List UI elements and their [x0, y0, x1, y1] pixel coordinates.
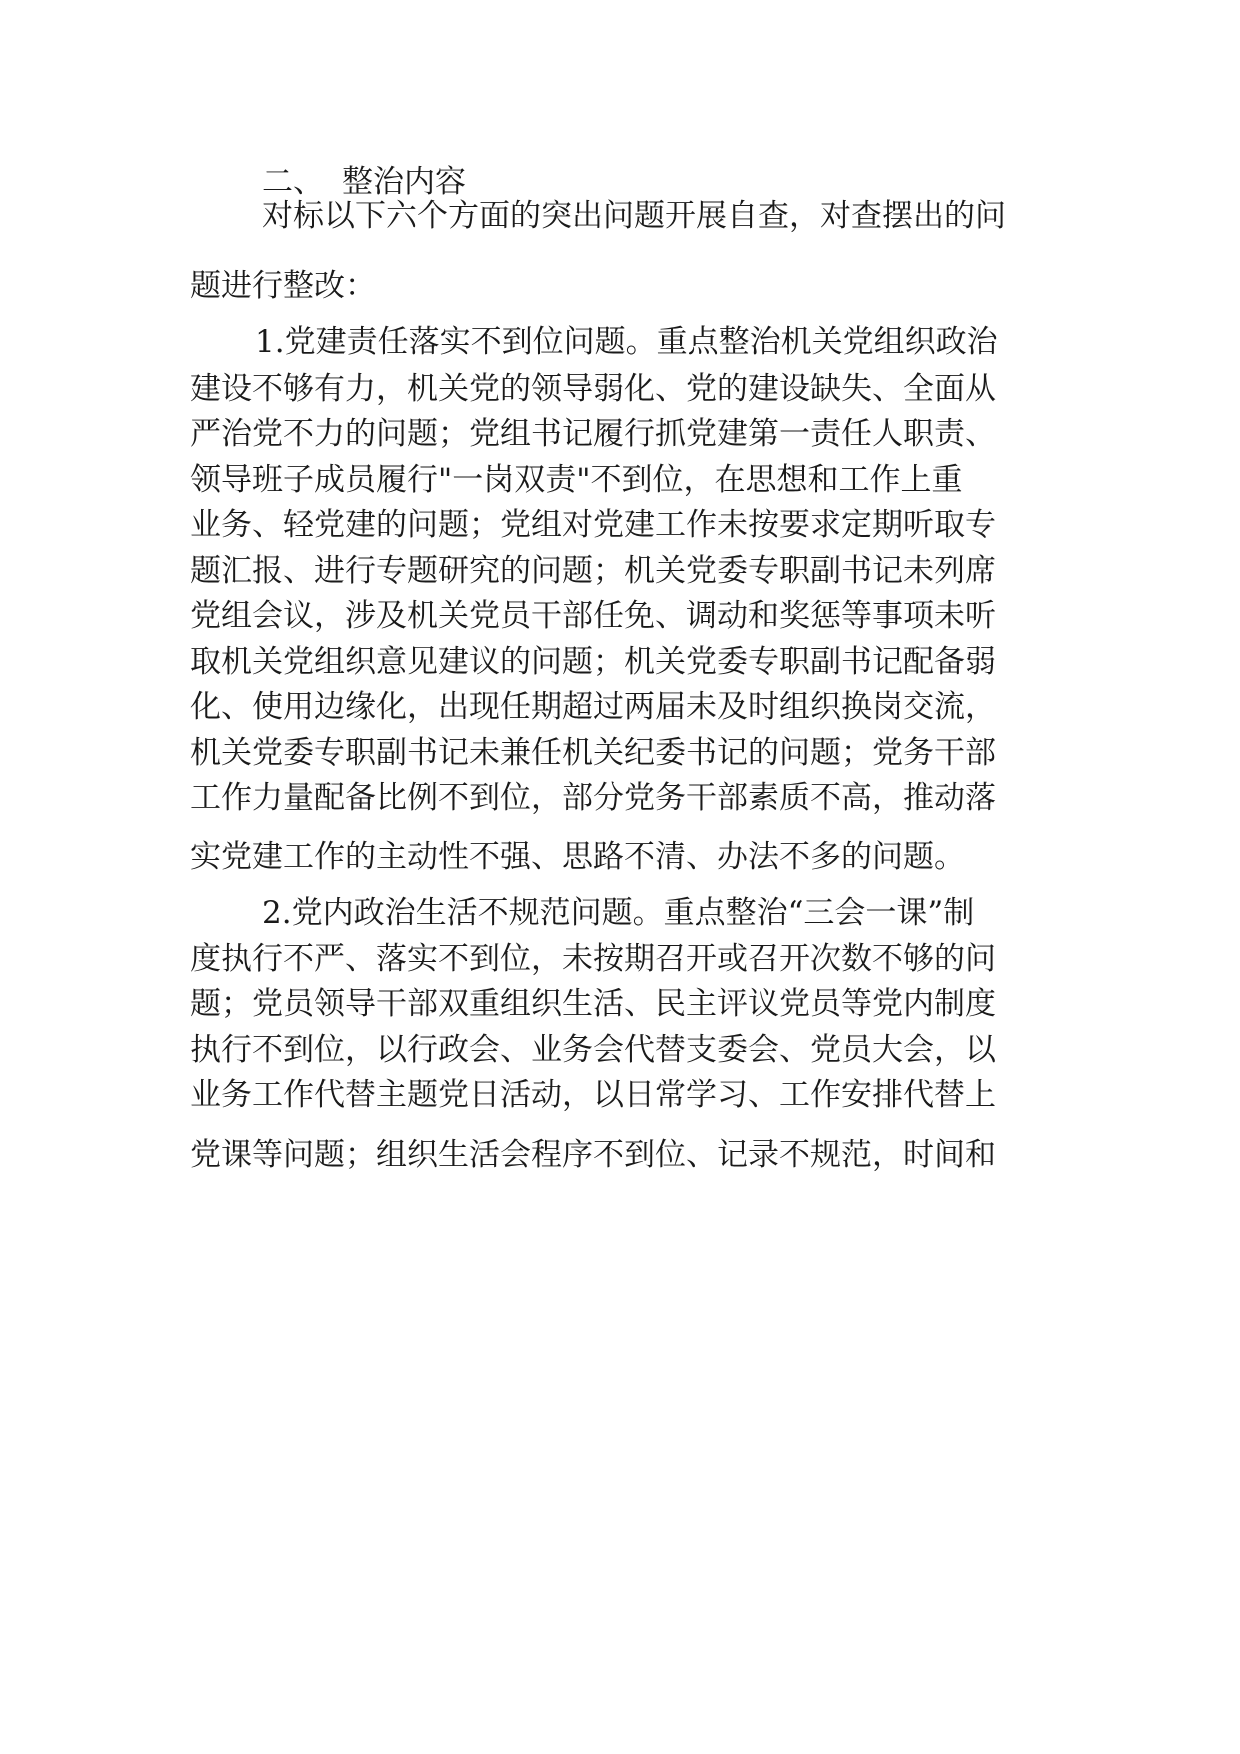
item1-line: 党组会议，涉及机关党员干部任免、调动和奖惩等事项未听	[190, 598, 996, 634]
item1-line: 严治党不力的问题；党组书记履行抓党建第一责任人职责、	[190, 416, 996, 452]
item1-line: 实党建工作的主动性不强、思路不清、办法不多的问题。	[190, 839, 965, 875]
item1-line: 题汇报、进行专题研究的问题；机关党委专职副书记未列席	[190, 553, 996, 589]
item1-line: 领导班子成员履行"一岗双责"不到位，在思想和工作上重	[190, 462, 963, 498]
section-number: 二、	[262, 164, 324, 200]
item1-line: 机关党委专职副书记未兼任机关纪委书记的问题；党务干部	[190, 735, 996, 771]
item1-line: 取机关党组织意见建议的问题；机关党委专职副书记配备弱	[190, 644, 996, 680]
intro-line: 题进行整改：	[190, 268, 376, 304]
item1-line: 1.党建责任落实不到位问题。重点整治机关党组织政治	[255, 324, 998, 360]
item1-line: 业务、轻党建的问题；党组对党建工作未按要求定期听取专	[190, 507, 996, 543]
section-title: 整治内容	[342, 164, 466, 200]
item1-line: 化、使用边缘化，出现任期超过两届未及时组织换岗交流，	[190, 689, 996, 725]
item2-line: 业务工作代替主题党日活动，以日常学习、工作安排代替上	[190, 1077, 996, 1113]
item2-line: 2.党内政治生活不规范问题。重点整治“三会一课”制	[262, 895, 975, 931]
item2-line: 度执行不严、落实不到位，未按期召开或召开次数不够的问	[190, 941, 996, 977]
item2-line: 党课等问题；组织生活会程序不到位、记录不规范，时间和	[190, 1137, 996, 1173]
item2-line: 执行不到位，以行政会、业务会代替支委会、党员大会，以	[190, 1032, 996, 1068]
item1-line: 工作力量配备比例不到位，部分党务干部素质不高，推动落	[190, 780, 996, 816]
item1-line: 建设不够有力，机关党的领导弱化、党的建设缺失、全面从	[190, 371, 996, 407]
item2-line: 题；党员领导干部双重组织生活、民主评议党员等党内制度	[190, 986, 996, 1022]
intro-line: 对标以下六个方面的突出问题开展自查，对查摆出的问	[262, 198, 1006, 234]
